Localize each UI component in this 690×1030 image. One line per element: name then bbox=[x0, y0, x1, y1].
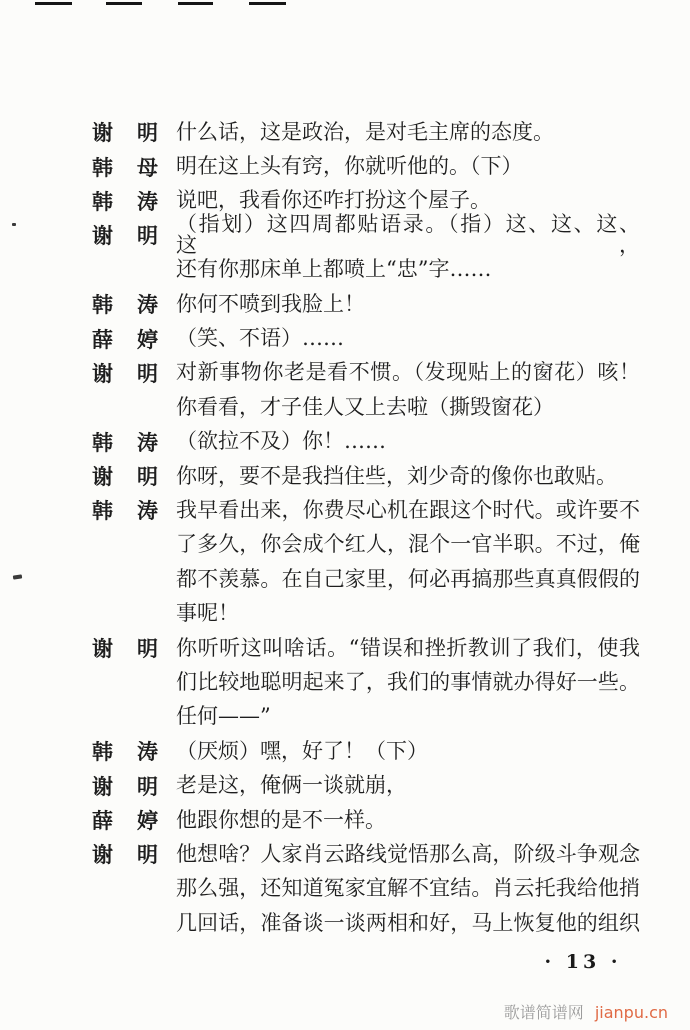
top-edge-dash bbox=[106, 2, 142, 5]
speaker-name: 谢明 bbox=[92, 360, 182, 386]
speaker-name: 薛婷 bbox=[92, 808, 182, 833]
dialogue-line bbox=[92, 212, 644, 258]
dialogue-text: 了多久，你会成个红人，混个一官半职。不过，俺 bbox=[176, 532, 640, 557]
dialogue-line bbox=[92, 149, 644, 183]
dialogue-line bbox=[92, 493, 644, 527]
scan-speck bbox=[12, 223, 16, 226]
dialogue-line bbox=[92, 459, 644, 493]
dialogue-line bbox=[92, 253, 644, 287]
dialogue-text: 什么话，这是政治，是对毛主席的态度。 bbox=[176, 119, 554, 144]
dialogue-line bbox=[92, 768, 644, 802]
speaker-name: 谢明 bbox=[92, 842, 182, 868]
dialogue-line bbox=[92, 700, 644, 734]
dialogue-line bbox=[92, 665, 644, 699]
dialogue-line bbox=[92, 872, 644, 906]
dialogue-line bbox=[92, 321, 644, 355]
dialogue-text: 你听听这叫啥话。“错误和挫折教训了我们，使我 bbox=[176, 635, 640, 660]
speaker-name: 韩涛 bbox=[92, 739, 182, 765]
speaker-name: 谢明 bbox=[92, 773, 182, 799]
dialogue-line bbox=[92, 837, 644, 871]
dialogue-text: 都不羡慕。在自己家里，何必再搞那些真真假假的 bbox=[176, 566, 640, 591]
speaker-name: 韩涛 bbox=[92, 292, 182, 318]
speaker-name: 谢明 bbox=[92, 120, 182, 146]
speaker-name: 韩母 bbox=[92, 154, 182, 180]
dialogue-text: （厌烦）嘿，好了！（下） bbox=[176, 738, 428, 763]
dialogue-line bbox=[92, 803, 644, 837]
speaker-name: 薛婷 bbox=[92, 326, 182, 352]
dialogue-line bbox=[92, 596, 644, 630]
speaker-name: 韩涛 bbox=[92, 498, 182, 524]
speaker-name: 谢明 bbox=[92, 636, 182, 662]
dialogue-line bbox=[92, 287, 644, 321]
top-edge-dash bbox=[249, 2, 286, 5]
dialogue-text: 对新事物你老是看不惯。（发现贴上的窗花）咳！ bbox=[176, 360, 640, 385]
dialogue-text: 事呢！ bbox=[176, 601, 239, 626]
dialogue-text: 还有你那床单上都喷上“忠”字…… bbox=[176, 257, 492, 282]
dialogue-line bbox=[92, 356, 644, 390]
dialogue-line bbox=[92, 528, 644, 562]
dialogue-text: （指划）这四周都贴语录。（指）这、这、这、这， bbox=[176, 212, 640, 258]
dialogue-text: 他想啥？人家肖云路线觉悟那么高，阶级斗争观念 bbox=[176, 841, 640, 866]
top-edge-dash bbox=[178, 2, 213, 5]
dialogue-text: 你看看，才子佳人又上去啦（撕毁窗花） bbox=[176, 394, 554, 419]
speaker-name: 韩涛 bbox=[92, 188, 182, 214]
top-edge-dash bbox=[35, 2, 72, 5]
dialogue-line bbox=[92, 734, 644, 768]
dialogue-text: 那么强，还知道冤家宜解不宜结。肖云托我给他捎 bbox=[176, 876, 640, 901]
dialogue-text: （欲拉不及）你！…… bbox=[176, 429, 386, 454]
dialogue-line bbox=[92, 425, 644, 459]
dialogue-text: （笑、不语）…… bbox=[176, 326, 344, 351]
scan-speck bbox=[13, 574, 22, 579]
dialogue-text: 他跟你想的是不一样。 bbox=[176, 807, 386, 832]
dialogue-text: 几回话，准备谈一谈两相和好，马上恢复他的组织 bbox=[176, 910, 640, 935]
dialogue-text: 你何不喷到我脸上！ bbox=[176, 291, 365, 316]
dialogue-line bbox=[92, 562, 644, 596]
dialogue-text: 老是这，俺俩一谈就崩， bbox=[176, 773, 407, 798]
watermark-site-name: 歌谱简谱网 bbox=[503, 1003, 584, 1022]
dialogue-text: 我早看出来，你费尽心机在跟这个时代。或许要不 bbox=[176, 497, 640, 522]
dialogue-text-block bbox=[92, 115, 644, 940]
dialogue-text: 你呀，要不是我挡住些，刘少奇的像你也敢贴。 bbox=[176, 463, 617, 488]
watermark bbox=[0, 1000, 668, 1023]
dialogue-line bbox=[92, 115, 644, 149]
dialogue-text: 任何——” bbox=[176, 704, 271, 729]
dialogue-text: 说吧，我看你还咋打扮这个屋子。 bbox=[176, 188, 491, 213]
watermark-domain: jianpu.cn bbox=[594, 1003, 668, 1022]
dialogue-text: 们比较地聪明起来了，我们的事情就办得好一些。 bbox=[176, 669, 640, 694]
dialogue-text: 明在这上头有窍，你就听他的。（下） bbox=[176, 154, 523, 179]
dialogue-line bbox=[92, 906, 644, 940]
speaker-name: 韩涛 bbox=[92, 429, 182, 455]
speaker-name: 谢明 bbox=[92, 464, 182, 490]
dialogue-line bbox=[92, 390, 644, 424]
dialogue-line bbox=[92, 631, 644, 665]
page-number: · 13 · bbox=[544, 951, 622, 973]
speaker-name: 谢明 bbox=[92, 223, 182, 249]
